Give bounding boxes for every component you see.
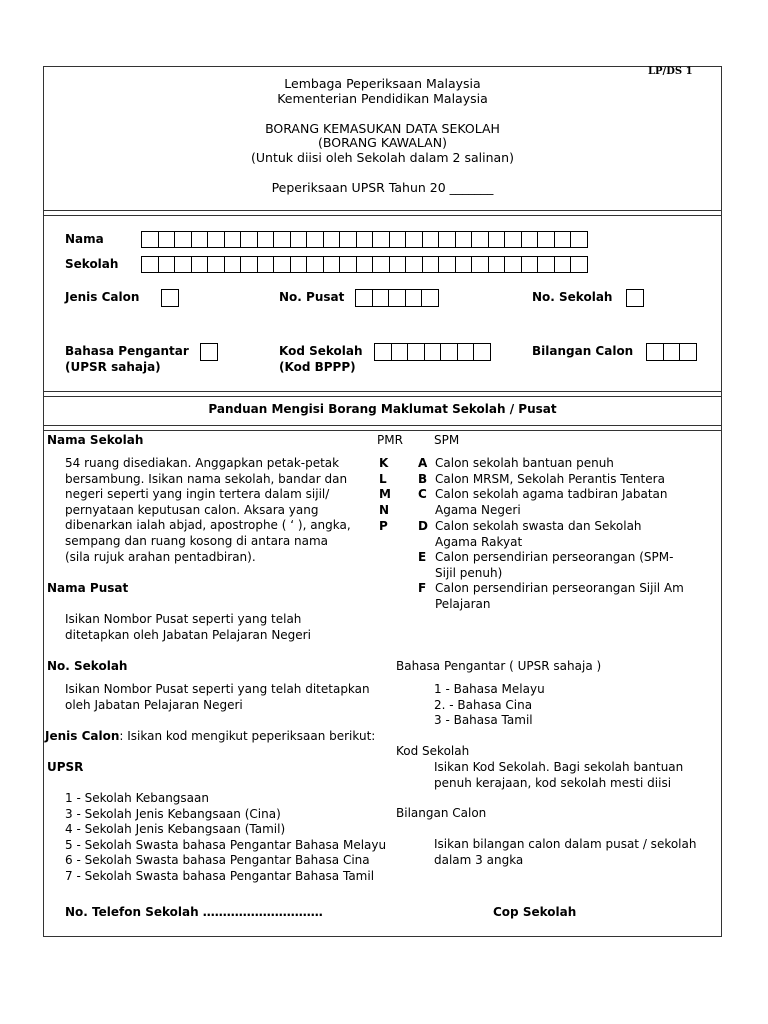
bahasa-pengantar-label: Bahasa Pengantar: [65, 344, 189, 358]
text-line: negeri seperti yang ingin tertera dalam sijil/: [65, 487, 330, 502]
text-line: 4 - Sekolah Jenis Kebangsaan (Tamil): [65, 822, 286, 837]
entry-box[interactable]: [158, 256, 176, 273]
spm-code: A: [418, 456, 428, 470]
text-line: bersambung. Isikan nama sekolah, bandar dan: [65, 471, 348, 486]
entry-box[interactable]: [455, 231, 473, 248]
text-line: Calon MRSM, Sekolah Perantis Tentera: [435, 472, 665, 486]
entry-box[interactable]: [306, 256, 324, 273]
entry-box[interactable]: [405, 256, 423, 273]
bilangan-calon-guide-heading: Bilangan Calon: [396, 806, 487, 820]
entry-box[interactable]: [570, 231, 588, 248]
nama-label: Nama: [65, 232, 104, 246]
kod-sekolah-guide-heading: Kod Sekolah: [396, 744, 470, 758]
entry-box[interactable]: [537, 256, 555, 273]
entry-box[interactable]: [290, 256, 308, 273]
form-code: LP/DS 1: [648, 66, 693, 77]
bilangan-calon-input-boxes[interactable]: [646, 343, 697, 361]
pmr-heading: PMR: [377, 433, 403, 447]
entry-box[interactable]: [161, 289, 179, 307]
entry-box[interactable]: [521, 231, 539, 248]
pmr-code: K: [379, 456, 389, 470]
nama-pusat-heading: Nama Pusat: [47, 581, 129, 595]
no-sekolah-input-box[interactable]: [626, 289, 644, 307]
kod-sekolah-label: Kod Sekolah: [279, 344, 363, 358]
text-line: Calon persendirian perseorangan (SPM-: [435, 550, 674, 564]
nama-sekolah-text: [65, 456, 351, 565]
text-line: Sijil penuh): [435, 565, 503, 580]
entry-box[interactable]: [537, 231, 555, 248]
bilangan-calon-label: Bilangan Calon: [532, 344, 634, 358]
entry-box[interactable]: [455, 256, 473, 273]
text-line: 3 - Bahasa Tamil: [434, 713, 533, 728]
upsr-sahaja-label: (UPSR sahaja): [65, 360, 161, 374]
pmr-code: N: [379, 503, 390, 517]
entry-box[interactable]: [438, 231, 456, 248]
entry-box[interactable]: [355, 289, 373, 307]
entry-box[interactable]: [240, 231, 258, 248]
bahasa-pengantar-guide-heading: Bahasa Pengantar ( UPSR sahaja ): [396, 659, 602, 673]
text-line: penuh kerajaan, kod sekolah mesti diisi: [434, 775, 672, 790]
entry-box[interactable]: [679, 343, 697, 361]
entry-box[interactable]: [389, 231, 407, 248]
spm-code: D: [418, 519, 428, 533]
entry-box[interactable]: [646, 343, 664, 361]
text-line: 7 - Sekolah Swasta bahasa Pengantar Bahasa Tamil: [65, 868, 375, 883]
entry-box[interactable]: [141, 256, 159, 273]
entry-box[interactable]: [257, 231, 275, 248]
jenis-calon-label: Jenis Calon: [65, 290, 140, 304]
jenis-calon-guide-text: : Isikan kod mengikut peperiksaan berikut:: [119, 729, 376, 743]
upsr-list: [65, 791, 386, 885]
text-line: 3 - Sekolah Jenis Kebangsaan (Cina): [65, 806, 281, 821]
exam-line: Peperiksaan UPSR Tahun 20 _______: [271, 180, 494, 195]
entry-box[interactable]: [323, 231, 341, 248]
entry-box[interactable]: [200, 343, 218, 361]
entry-box[interactable]: [554, 231, 572, 248]
spm-code: C: [418, 487, 427, 501]
text-line: 2. - Bahasa Cina: [434, 697, 533, 712]
entry-box[interactable]: [257, 256, 275, 273]
text-line: Isikan Nombor Pusat seperti yang telah ditetapkan: [65, 682, 370, 696]
bilangan-calon-guide-text: [434, 837, 696, 868]
no-pusat-input-boxes[interactable]: [355, 289, 439, 307]
jenis-calon-input-box[interactable]: [161, 289, 179, 307]
header-line2: Kementerian Pendidikan Malaysia: [277, 91, 488, 106]
entry-box[interactable]: [207, 231, 225, 248]
text-line: Calon sekolah agama tadbiran Jabatan: [435, 487, 668, 501]
entry-box[interactable]: [323, 256, 341, 273]
entry-box[interactable]: [224, 231, 242, 248]
entry-box[interactable]: [422, 256, 440, 273]
entry-box[interactable]: [488, 256, 506, 273]
entry-box[interactable]: [306, 231, 324, 248]
entry-box[interactable]: [626, 289, 644, 307]
entry-box[interactable]: [374, 343, 392, 361]
pmr-code: M: [379, 487, 391, 501]
spm-description: [435, 581, 684, 612]
entry-box[interactable]: [457, 343, 475, 361]
divider-line: [43, 210, 722, 211]
entry-box[interactable]: [339, 231, 357, 248]
form-title: BORANG KEMASUKAN DATA SEKOLAH: [265, 121, 500, 136]
divider-line: [43, 425, 722, 426]
header-line1: Lembaga Peperiksaan Malaysia: [284, 76, 481, 91]
text-line: oleh Jabatan Pelajaran Negeri: [65, 697, 243, 712]
text-line: pernyataan keputusan calon. Aksara yang: [65, 502, 319, 517]
spm-description: [435, 472, 665, 488]
entry-box[interactable]: [240, 256, 258, 273]
jenis-calon-guide-heading: Jenis Calon: [45, 729, 120, 743]
entry-box[interactable]: [422, 231, 440, 248]
no-sekolah-text: [65, 682, 370, 713]
upsr-heading: UPSR: [47, 760, 84, 774]
kod-sekolah-guide-text: [434, 760, 683, 791]
entry-box[interactable]: [391, 343, 409, 361]
spm-description: [435, 550, 673, 581]
entry-box[interactable]: [424, 343, 442, 361]
entry-box[interactable]: [174, 231, 192, 248]
entry-box[interactable]: [372, 231, 390, 248]
kod-bppp-label: (Kod BPPP): [279, 360, 356, 374]
spm-heading: SPM: [434, 433, 460, 447]
entry-box[interactable]: [504, 231, 522, 248]
spm-description: [435, 519, 642, 550]
text-line: Isikan Kod Sekolah. Bagi sekolah bantuan: [434, 760, 684, 774]
entry-box[interactable]: [273, 256, 291, 273]
sekolah-input-boxes[interactable]: [141, 256, 588, 273]
text-line: 5 - Sekolah Swasta bahasa Pengantar Bahasa Melayu: [65, 837, 387, 852]
entry-box[interactable]: [407, 343, 425, 361]
entry-box[interactable]: [554, 256, 572, 273]
form-instruction: (Untuk diisi oleh Sekolah dalam 2 salinan): [251, 150, 514, 165]
text-line: dibenarkan ialah abjad, apostrophe ( ‘ ), angka,: [65, 518, 351, 533]
entry-box[interactable]: [471, 231, 489, 248]
no-sekolah-heading: No. Sekolah: [47, 659, 128, 673]
text-line: 1 - Bahasa Melayu: [434, 682, 545, 696]
spm-description: [435, 487, 667, 518]
text-line: Agama Rakyat: [435, 534, 523, 549]
entry-box[interactable]: [389, 256, 407, 273]
text-line: dalam 3 angka: [434, 852, 524, 867]
entry-box[interactable]: [405, 231, 423, 248]
text-line: 54 ruang disediakan. Anggapkan petak-petak: [65, 456, 340, 470]
entry-box[interactable]: [273, 231, 291, 248]
entry-box[interactable]: [191, 231, 209, 248]
entry-box[interactable]: [663, 343, 681, 361]
text-line: Isikan Nombor Pusat seperti yang telah: [65, 612, 302, 626]
entry-box[interactable]: [473, 343, 491, 361]
entry-box[interactable]: [339, 256, 357, 273]
divider-line: [43, 396, 722, 397]
spm-code: F: [418, 581, 427, 595]
sekolah-label: Sekolah: [65, 257, 119, 271]
entry-box[interactable]: [207, 256, 225, 273]
entry-box[interactable]: [521, 256, 539, 273]
entry-box[interactable]: [504, 256, 522, 273]
text-line: Pelajaran: [435, 596, 491, 611]
entry-box[interactable]: [141, 231, 159, 248]
text-line: Isikan bilangan calon dalam pusat / sekolah: [434, 837, 697, 851]
no-pusat-label: No. Pusat: [279, 290, 345, 304]
entry-box[interactable]: [405, 289, 423, 307]
entry-box[interactable]: [356, 256, 374, 273]
entry-box[interactable]: [224, 256, 242, 273]
nama-pusat-text: [65, 612, 311, 643]
spm-code: B: [418, 472, 428, 486]
text-line: 6 - Sekolah Swasta bahasa Pengantar Bahasa Cina: [65, 853, 370, 868]
entry-box[interactable]: [158, 231, 176, 248]
telefon-sekolah-field[interactable]: No. Telefon Sekolah …………………………: [65, 905, 323, 919]
text-line: Calon persendirian perseorangan Sijil Am: [435, 581, 684, 595]
divider-line: [43, 391, 722, 392]
entry-box[interactable]: [372, 256, 390, 273]
entry-box[interactable]: [174, 256, 192, 273]
entry-box[interactable]: [421, 289, 439, 307]
entry-box[interactable]: [438, 256, 456, 273]
text-line: Agama Negeri: [435, 502, 521, 517]
entry-box[interactable]: [471, 256, 489, 273]
entry-box[interactable]: [388, 289, 406, 307]
kod-sekolah-input-boxes[interactable]: [374, 343, 491, 361]
pmr-code: L: [379, 472, 387, 486]
entry-box[interactable]: [570, 256, 588, 273]
entry-box[interactable]: [372, 289, 390, 307]
entry-box[interactable]: [440, 343, 458, 361]
divider-line: [43, 430, 722, 431]
text-line: (sila rujuk arahan pentadbiran).: [65, 549, 256, 564]
text-line: Calon sekolah bantuan penuh: [435, 456, 614, 470]
nama-input-boxes[interactable]: [141, 231, 588, 248]
bahasa-pengantar-list: [434, 682, 545, 729]
text-line: Calon sekolah swasta dan Sekolah: [435, 519, 642, 533]
spm-description: [435, 456, 614, 472]
form-subtitle: (BORANG KAWALAN): [318, 135, 447, 150]
spm-code: E: [418, 550, 427, 564]
guide-title: Panduan Mengisi Borang Maklumat Sekolah / Pusat: [208, 402, 557, 416]
text-line: sempang dan ruang kosong di antara nama: [65, 533, 329, 548]
divider-line: [43, 215, 722, 216]
jenis-calon-guide: [45, 729, 375, 743]
text-line: ditetapkan oleh Jabatan Pelajaran Negeri: [65, 627, 311, 642]
entry-box[interactable]: [356, 231, 374, 248]
pmr-code: P: [379, 519, 388, 533]
entry-box[interactable]: [488, 231, 506, 248]
entry-box[interactable]: [191, 256, 209, 273]
text-line: 1 - Sekolah Kebangsaan: [65, 791, 209, 805]
nama-sekolah-heading: Nama Sekolah: [47, 433, 144, 447]
entry-box[interactable]: [290, 231, 308, 248]
cop-sekolah-label: Cop Sekolah: [493, 905, 577, 919]
bahasa-pengantar-input-box[interactable]: [200, 343, 218, 361]
no-sekolah-label: No. Sekolah: [532, 290, 613, 304]
